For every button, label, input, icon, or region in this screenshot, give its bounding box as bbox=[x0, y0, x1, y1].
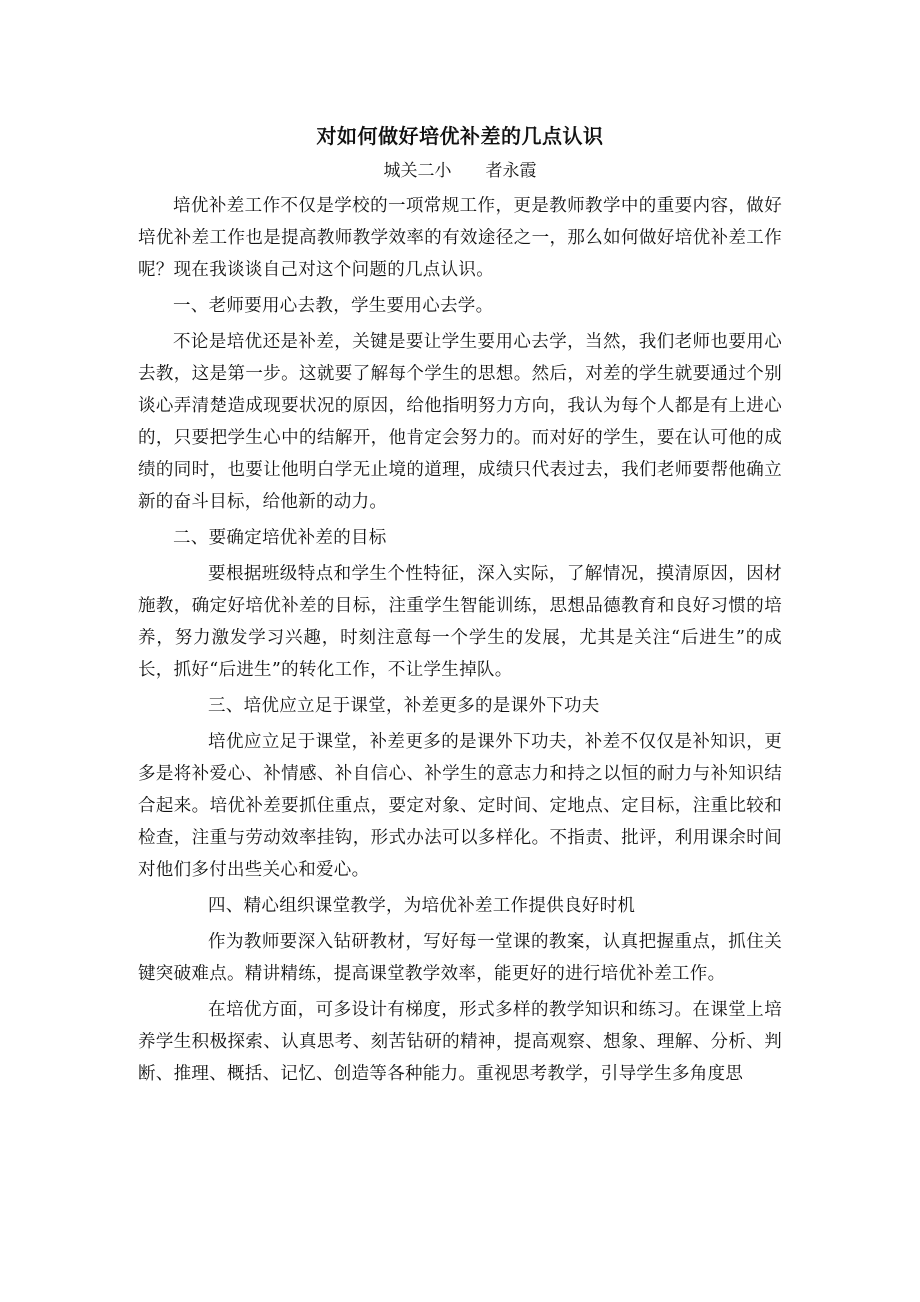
section-2-paragraph-1: 要根据班级特点和学生个性特征，深入实际，了解情况，摸清原因，因材施教，确定好培优补差的目标，注重学生智能训练，思想品德教育和良好习惯的培养，努力激发学习兴趣，时刻注意每一个学生的发展，尤其是关注“后进生”的成长，抓好“后进生”的转化工作，不让学生掉队。 bbox=[138, 564, 782, 680]
section-4-paragraph-2: 在培优方面，可多设计有梯度，形式多样的教学知识和练习。在课堂上培养学生积极探索、认真思考、刻苦钻研的精神，提高观察、想象、理解、分析、判断、推理、概括、记忆、创造等各种能力。重视思考教学，引导学生多角度思 bbox=[138, 1000, 782, 1084]
section-heading-4: 四、精心组织课堂教学，为培优补差工作提供良好时机 bbox=[208, 896, 636, 916]
byline bbox=[138, 158, 782, 184]
school-name: 城关二小 bbox=[383, 161, 452, 181]
document-title: 对如何做好培优补差的几点认识 bbox=[316, 124, 604, 148]
author-name: 者永霞 bbox=[485, 161, 537, 181]
section-heading-3: 三、培优应立足于课堂，补差更多的是课外下功夫 bbox=[208, 696, 600, 716]
document-page bbox=[138, 120, 782, 1094]
section-heading-1: 一、老师要用心去教，学生要用心去学。 bbox=[173, 296, 494, 316]
section-1-paragraph-1: 不论是培优还是补差，关键是要让学生要用心去学，当然，我们老师也要用心去教，这是第一步。这就要了解每个学生的思想。然后，对差的学生就要通过个别谈心弄清楚造成现要状况的原因，给他指明努力方向，我认为每个人都是有上进心的，只要把学生心中的结解开，他肯定会努力的。而对好的学生，要在认可他的成绩的同时，也要让他明白学无止境的道理，成绩只代表过去，我们老师要帮他确立新的奋斗目标，给他新的动力。 bbox=[138, 332, 782, 512]
section-4-paragraph-1: 作为教师要深入钻研教材，写好每一堂课的教案，认真把握重点，抓住关键突破难点。精讲精练，提高课堂教学效率，能更好的进行培优补差工作。 bbox=[138, 932, 782, 984]
section-3-paragraph-1: 培优应立足于课堂，补差更多的是课外下功夫，补差不仅仅是补知识，更多是将补爱心、补情感、补自信心、补学生的意志力和持之以恒的耐力与补知识结合起来。培优补差要抓住重点，要定对象、定时间、定地点、定目标，注重比较和检查，注重与劳动效率挂钩，形式办法可以多样化。不指责、批评，利用课余时间对他们多付出些关心和爱心。 bbox=[138, 732, 782, 880]
intro-paragraph: 培优补差工作不仅是学校的一项常规工作，更是教师教学中的重要内容，做好培优补差工作也是提高教师教学效率的有效途径之一，那么如何做好培优补差工作呢？现在我谈谈自己对这个问题的几点认识。 bbox=[138, 196, 782, 280]
section-heading-2: 二、要确定培优补差的目标 bbox=[173, 528, 387, 548]
